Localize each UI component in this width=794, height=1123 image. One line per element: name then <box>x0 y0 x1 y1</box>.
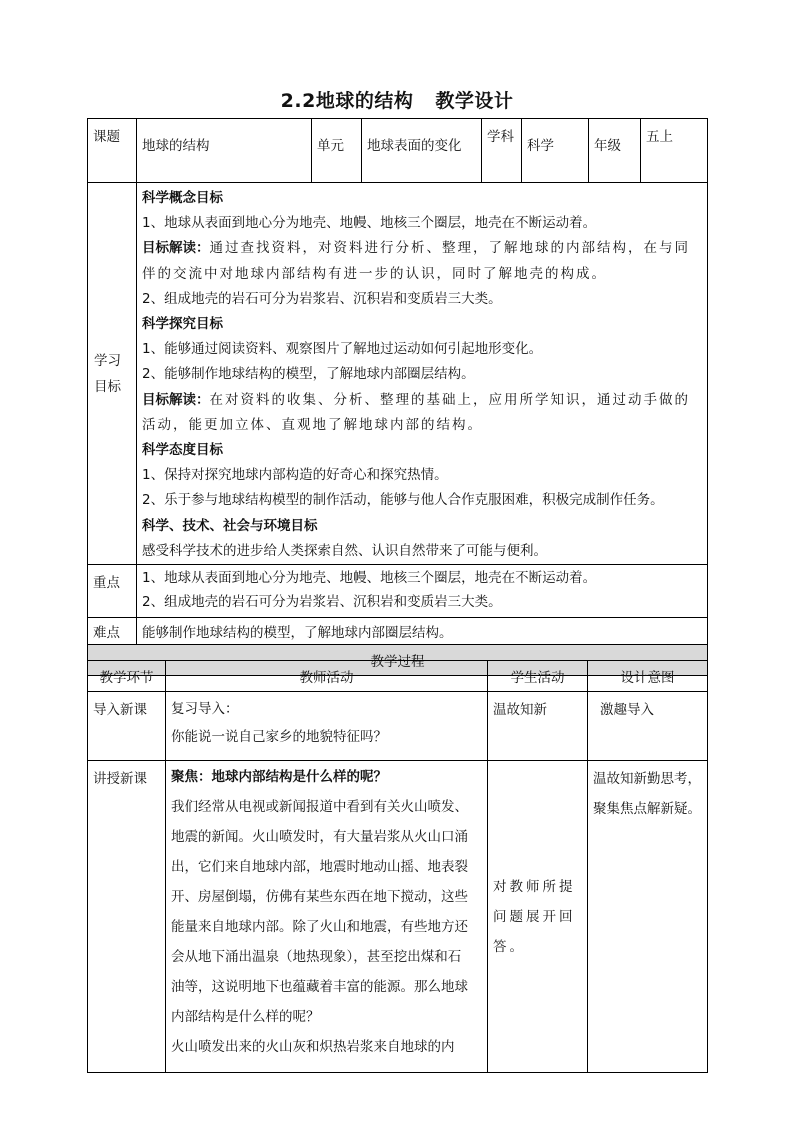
col-teacher-header: 教师活动 <box>166 661 488 692</box>
attitude-2: 2、乐于参与地球结构模型的制作活动，能够与他人合作克服困难，积极完成制作任务。 <box>142 492 664 509</box>
process-header-row <box>88 661 708 692</box>
title-sub: 教学设计 <box>435 90 514 112</box>
col-intent-header: 设计意图 <box>588 661 708 692</box>
grade-value: 五上 <box>641 119 708 183</box>
grade-label: 年级 <box>589 119 641 183</box>
unit-label: 单元 <box>312 119 362 183</box>
topic-value: 地球的结构 <box>137 119 312 183</box>
intent-cell: 激趣导入 <box>588 692 708 761</box>
inquiry-2: 2、能够制作地球结构的模型，了解地球内部圈层结构。 <box>142 366 475 383</box>
objectives-label: 学习 目标 <box>88 183 137 565</box>
key-line-2: 2、组成地壳的岩石可分为岩浆岩、沉积岩和变质岩三大类。 <box>142 594 502 611</box>
student-cell: 对教师所提问题展开回答。 <box>488 761 588 1073</box>
teacher-cell: 复习导入： 你能说一说自己家乡的地貌特征吗？ <box>166 692 488 761</box>
sts-1: 感受科学技术的进步给人类探索自然、认识自然带来了可能与便利。 <box>142 542 547 559</box>
key-content <box>137 565 708 618</box>
subject-value: 科学 <box>522 119 589 183</box>
intent-cell: 温故知新勤思考，聚集焦点解新疑。 <box>588 761 708 1073</box>
title-main: 2.2地球的结构 <box>280 90 414 112</box>
difficulty-row <box>88 618 708 645</box>
col-student-header: 学生活动 <box>488 661 588 692</box>
key-label: 重点 <box>88 565 137 618</box>
process-section-title: 教学过程 <box>88 645 708 676</box>
page-title <box>0 86 794 113</box>
process-row-lecture <box>88 761 708 1073</box>
sts-title: 科学、技术、社会与环境目标 <box>142 517 318 534</box>
stage-cell: 讲授新课 <box>88 761 166 1073</box>
attitude-title: 科学态度目标 <box>142 442 223 459</box>
lesson-plan-table <box>87 118 708 676</box>
inquiry-title: 科学探究目标 <box>142 316 223 333</box>
teacher-cell: 聚焦：地球内部结构是什么样的呢？ 我们经常从电视或新闻报道中看到有关火山喷发、 地震的新闻。火山喷发时，有大量岩浆从火山口涌 出，它们来自地球内部，地震时地动山摇、地表裂 开、房屋倒塌，仿佛有某些东西在地下搅动，这些 能量来自地球内部。除了火山和地震，有些地方还 会从地下涌出温泉（地热现象），甚至挖出煤和石 油等，这说明地下也蕴藏着丰富的能源。那么地球 内部结构是什么样的呢？ 火山喷发出来的火山灰和炽热岩浆来自地球的内 <box>166 761 488 1073</box>
objectives-content <box>137 183 708 565</box>
difficulty-label: 难点 <box>88 618 137 645</box>
unit-value: 地球表面的变化 <box>362 119 482 183</box>
topic-label: 课题 <box>88 119 137 183</box>
col-stage-header: 教学环节 <box>88 661 166 692</box>
inquiry-interp: 目标解读：在对资料的收集、分析、整理的基础上，应用所学知识，通过动手做的活动，能更加立体、直观地了解地球内部的结构。 <box>142 391 690 433</box>
process-table <box>87 660 708 1073</box>
concept-title: 科学概念目标 <box>142 190 223 206</box>
attitude-1: 1、保持对探究地球内部构造的好奇心和探究热情。 <box>142 467 448 484</box>
inquiry-1: 1、能够通过阅读资料、观察图片了解地过运动如何引起地形变化。 <box>142 341 543 358</box>
header-row <box>88 119 708 183</box>
concept-1: 1、地球从表面到地心分为地壳、地幔、地核三个圈层，地壳在不断运动着。 <box>142 215 597 232</box>
key-points-row <box>88 565 708 618</box>
difficulty-content: 能够制作地球结构的模型，了解地球内部圈层结构。 <box>137 618 708 645</box>
student-cell: 温故知新 <box>488 692 588 761</box>
concept-interp: 目标解读：通过查找资料，对资料进行分析、整理，了解地球的内部结构，在与同伴的交流中对地球内部结构有进一步的认识，同时了解地壳的构成。 <box>142 240 690 282</box>
objectives-row <box>88 183 708 565</box>
concept-2: 2、组成地壳的岩石可分为岩浆岩、沉积岩和变质岩三大类。 <box>142 290 502 307</box>
key-line-1: 1、地球从表面到地心分为地壳、地幔、地核三个圈层，地壳在不断运动着。 <box>142 570 597 587</box>
stage-cell: 导入新课 <box>88 692 166 761</box>
process-row-intro <box>88 692 708 761</box>
subject-label: 学科 <box>482 119 522 183</box>
teacher-focus: 聚焦：地球内部结构是什么样的呢？ <box>171 769 387 785</box>
